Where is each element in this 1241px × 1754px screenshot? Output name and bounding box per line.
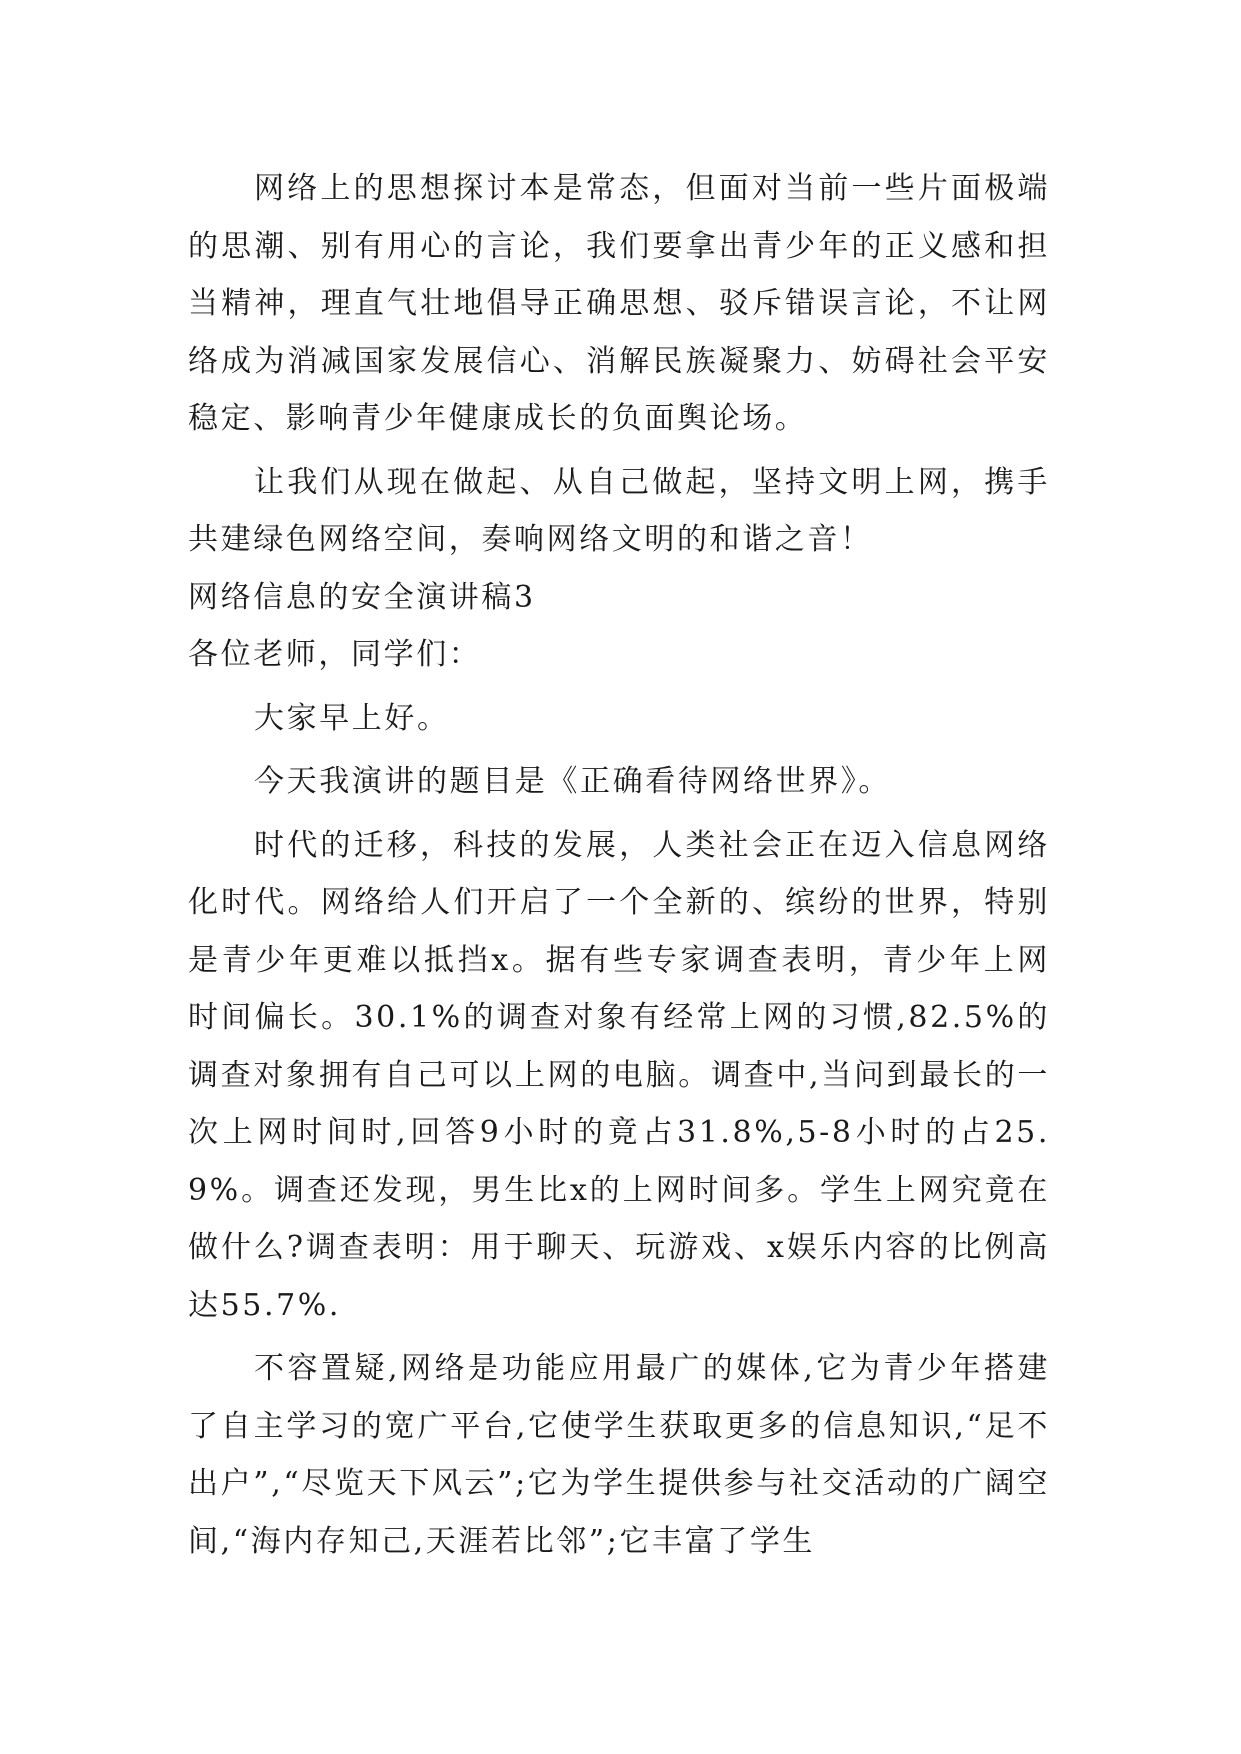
- speech-title: 网络信息的安全演讲稿3: [188, 579, 536, 615]
- greeting: 大家早上好。: [254, 700, 450, 736]
- document-page: [188, 160, 1050, 1570]
- topic-statement: 今天我演讲的题目是《正确看待网络世界》。: [254, 764, 891, 799]
- paragraph-network-benefits: 不容置疑,网络是功能应用最广的媒体,它为青少年搭建了自主学习的宽广平台,它使学生获取更多的信息知识,“足不出户”,“尽览天下风云”;它为学生提供参与社交活动的广阔空间,“海内存知己,天涯若比邻”;它丰富了学生: [188, 1351, 1050, 1559]
- paragraph-online-debate: 网络上的思想探讨本是常态，但面对当前一些片面极端的思潮、别有用心的言论，我们要拿出青少年的正义感和担当精神，理直气壮地倡导正确思想、驳斥错误言论，不让网络成为消减国家发展信心、消解民族凝聚力、妨碍社会平安稳定、影响青少年健康成长的负面舆论场。: [188, 171, 1050, 436]
- paragraph-call-to-action: 让我们从现在做起、从自己做起，坚持文明上网，携手共建绿色网络空间，奏响网络文明的和谐之音！: [188, 464, 1050, 557]
- salutation: 各位老师，同学们：: [188, 637, 482, 672]
- paragraph-survey-statistics: 时代的迁移，科技的发展，人类社会正在迈入信息网络化时代。网络给人们开启了一个全新的、缤纷的世界，特别是青少年更难以抵挡x。据有些专家调查表明，青少年上网时间偏长。30.1%的调查对象有经常上网的习惯,82.5%的调查对象拥有自己可以上网的电脑。调查中,当问到最长的一次上网时间时,回答9小时的竟占31.8%,5-8小时的占25.9%。调查还发现，男生比x的上网时间多。学生上网究竟在做什么?调查表明：用于聊天、玩游戏、x娱乐内容的比例高达55.7%.: [188, 827, 1050, 1323]
